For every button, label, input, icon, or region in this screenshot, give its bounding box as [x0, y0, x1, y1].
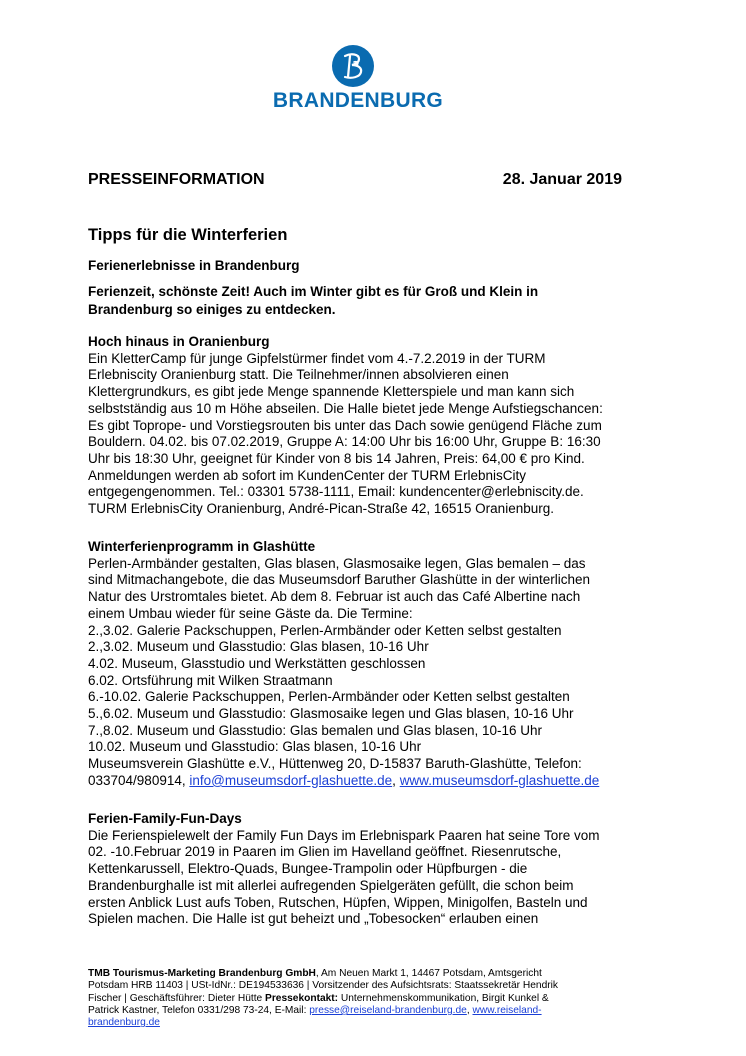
text-line: Klettergrundkurs, es gibt jede Menge spannende Kletterspiele und man kann sich	[88, 384, 575, 400]
section-heading: Winterferienprogramm in Glashütte	[88, 539, 316, 554]
separator: ,	[466, 1004, 473, 1016]
footer-line	[88, 968, 628, 980]
footer-text: Patrick Kastner, Telefon 0331/298 73-24, E-Mail:	[88, 1004, 310, 1016]
footer-line	[88, 993, 628, 1005]
footer-text: Fischer | Geschäftsführer: Dieter Hütte	[88, 992, 266, 1004]
lead-line: Brandenburg so einiges zu entdecken.	[88, 302, 336, 317]
section-glashuette	[88, 539, 628, 790]
text-line: 10.02. Museum und Glasstudio: Glas blasen, 10-16 Uhr	[88, 739, 422, 755]
section-heading: Hoch hinaus in Oranienburg	[88, 334, 270, 349]
text-line: 7.,8.02. Museum und Glasstudio: Glas bemalen und Glas blasen, 10-16 Uhr	[88, 722, 543, 738]
text-line: Anmeldungen werden ab sofort im KundenCenter der TURM ErlebnisCity	[88, 467, 526, 483]
footer-line	[88, 1017, 628, 1029]
text-line: Uhr bis 18:30 Uhr, geeignet für Kinder von 8 bis 14 Jahren, Preis: 64,00 € pro Kind.	[88, 450, 585, 466]
section-oranienburg	[88, 334, 628, 518]
text-line: Kettenkarussell, Elektro-Quads, Bungee-Trampolin oder Hüpfburgen - die	[88, 861, 528, 877]
text-line: einem Umbau wieder für seine Gäste da. Die Termine:	[88, 605, 413, 621]
text-line: sind Mitmachangebote, die das Museumsdorf Baruther Glashütte in der winterlichen	[88, 572, 591, 588]
section-family-fun-days	[88, 811, 628, 928]
text-line: 2.,3.02. Museum und Glasstudio: Glas blasen, 10-16 Uhr	[88, 639, 429, 655]
text-line: Bouldern. 04.02. bis 07.02.2019, Gruppe A: 14:00 Uhr bis 16:00 Uhr, Gruppe B: 16:30	[88, 434, 601, 450]
text-line: Natur des Urstromtales bietet. Ab dem 8. Februar ist auch das Café Albertine nach	[88, 589, 581, 605]
footer-line	[88, 1005, 628, 1017]
footer-line: Potsdam HRB 11403 | USt-IdNr.: DE194533636 | Vorsitzender des Aufsichtsrats: Staatssekretär Hendrik	[88, 980, 558, 992]
reiseland-website-link[interactable]: www.reiseland-	[472, 1004, 542, 1016]
document-header	[88, 171, 622, 193]
lead-line: Ferienzeit, schönste Zeit! Auch im Winter gibt es für Groß und Klein in	[88, 284, 539, 299]
document-title: Tipps für die Winterferien	[88, 226, 288, 244]
release-date: 28. Januar 2019	[502, 171, 622, 188]
text-line: Museumsverein Glashütte e.V., Hüttenweg 20, D-15837 Baruth-Glashütte, Telefon:	[88, 756, 582, 772]
reiseland-website-link-cont[interactable]: brandenburg.de	[88, 1017, 160, 1029]
text-line: Die Ferienspielewelt der Family Fun Days im Erlebnispark Paaren hat seine Tore vom	[88, 827, 600, 843]
phone-number: 033704/980914,	[88, 772, 190, 788]
museum-email-link[interactable]: info@museumsdorf-glashuette.de	[189, 772, 393, 788]
lead-paragraph	[88, 283, 588, 319]
text-line: selbstständig aus 10 m Höhe abseilen. Die Halle bietet jede Menge Aufstiegschancen:	[88, 400, 603, 416]
text-line: ersten Anblick Lust aufs Toben, Rutschen, Hüpfen, Wippen, Minigolfen, Basteln und	[88, 894, 588, 910]
text-line: 5.,6.02. Museum und Glasstudio: Glasmosaike legen und Glas blasen, 10-16 Uhr	[88, 706, 574, 722]
brandenburg-logo	[268, 44, 448, 114]
brandenburg-b-logo-icon	[331, 44, 375, 88]
museum-website-link[interactable]: www.museumsdorf-glashuette.de	[399, 772, 600, 788]
contact-line	[88, 773, 628, 790]
section-heading: Ferien-Family-Fun-Days	[88, 811, 242, 826]
text-line: Perlen-Armbänder gestalten, Glas blasen, Glasmosaike legen, Glas bemalen – das	[88, 555, 586, 571]
text-line: 6.02. Ortsführung mit Wilken Straatmann	[88, 672, 333, 688]
text-line: entgegengenommen. Tel.: 03301 5738-1111, Email: kundencenter@erlebniscity.de.	[88, 484, 584, 500]
text-line: 6.-10.02. Galerie Packschuppen, Perlen-Armbänder oder Ketten selbst gestalten	[88, 689, 570, 705]
page-footer	[88, 968, 628, 1029]
brandenburg-wordmark: BRANDENBURG	[272, 89, 444, 112]
press-info-label: PRESSEINFORMATION	[88, 171, 265, 188]
company-name: TMB Tourismus-Marketing Brandenburg GmbH	[88, 968, 316, 979]
press-contact-label: Pressekontakt:	[265, 992, 339, 1004]
text-line: Es gibt Toprope- und Vorstiegsrouten bis unter das Dach sowie genügend Fläche zum	[88, 417, 602, 433]
separator: ,	[392, 772, 400, 788]
footer-text: , Am Neuen Markt 1, 14467 Potsdam, Amtsgericht	[315, 968, 542, 979]
text-line: Brandenburghalle ist mit allerlei aufregenden Spielgeräten gefüllt, die schon beim	[88, 877, 574, 893]
text-line: Ein KletterCamp für junge Gipfelstürmer findet vom 4.-7.2.2019 in der TURM	[88, 350, 546, 366]
text-line: 2.,3.02. Galerie Packschuppen, Perlen-Armbänder oder Ketten selbst gestalten	[88, 622, 562, 638]
text-line: Spielen machen. Die Halle ist gut beheizt und „Tobesocken“ erlauben einen	[88, 911, 539, 927]
text-line: 4.02. Museum, Glasstudio und Werkstätten geschlossen	[88, 655, 426, 671]
text-line: 02. -10.Februar 2019 in Paaren im Glien im Havelland geöffnet. Riesenrutsche,	[88, 844, 562, 860]
text-line: TURM ErlebnisCity Oranienburg, André-Pican-Straße 42, 16515 Oranienburg.	[88, 501, 554, 517]
footer-text: Unternehmenskommunikation, Birgit Kunkel &	[338, 992, 549, 1004]
text-line: Erlebniscity Oranienburg statt. Die Teilnehmer/innen absolvieren einen	[88, 367, 509, 383]
press-email-link[interactable]: presse@reiseland-brandenburg.de	[309, 1004, 467, 1016]
document-subtitle: Ferienerlebnisse in Brandenburg	[88, 258, 300, 273]
